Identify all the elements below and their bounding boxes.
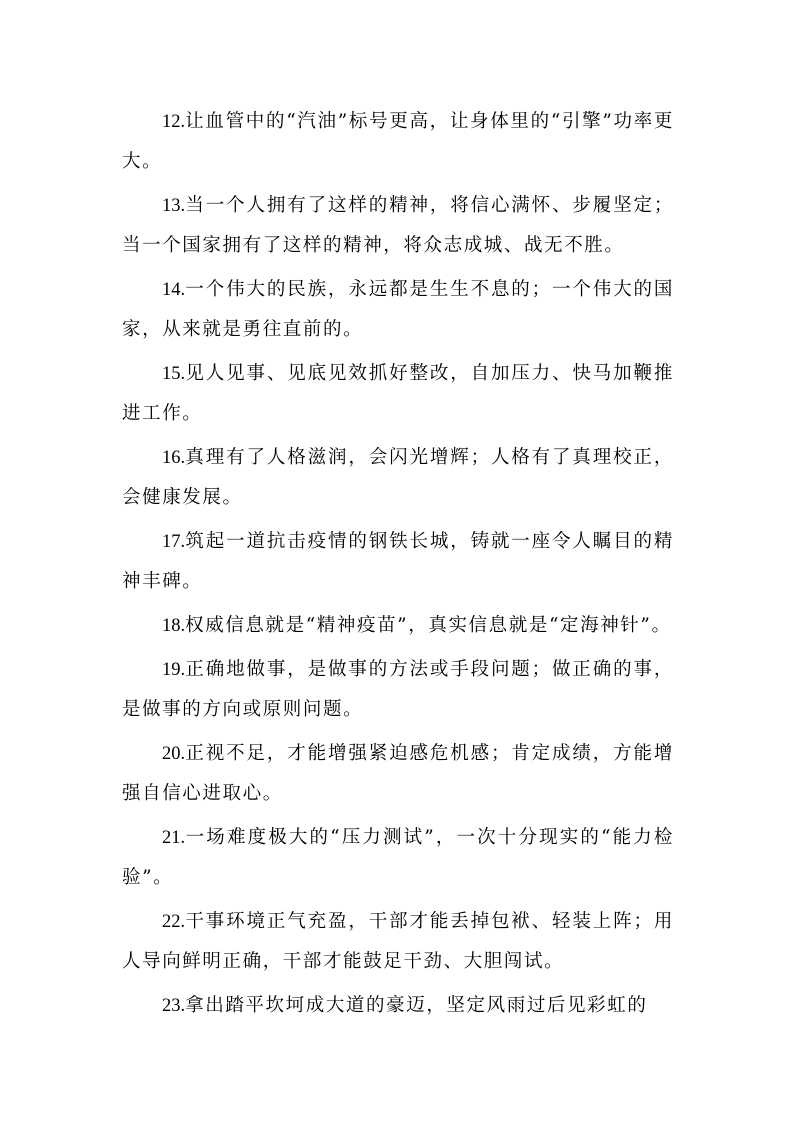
paragraph-text: 真理有了人格滋润，会闪光增辉；人格有了真理校正，会健康发展。 — [122, 447, 674, 508]
paragraph-15 — [122, 354, 674, 434]
paragraph-13 — [122, 186, 674, 266]
paragraph-number: 12. — [162, 112, 186, 132]
paragraph-text: 筑起一道抗击疫情的钢铁长城，铸就一座令人瞩目的精神丰碑。 — [122, 531, 674, 592]
paragraph-text: 正视不足，才能增强紧迫感危机感；肯定成绩，方能增强自信心进取心。 — [122, 743, 674, 804]
paragraph-number: 14. — [162, 280, 186, 300]
paragraph-text: 干事环境正气充盈，干部才能丢掉包袱、轻装上阵；用人导向鲜明正确，干部才能鼓足干劲、大胆闯试。 — [122, 911, 674, 972]
paragraph-text: 正确地做事，是做事的方法或手段问题；做正确的事，是做事的方向或原则问题。 — [122, 659, 674, 720]
paragraph-17 — [122, 522, 674, 602]
paragraph-number: 22. — [162, 912, 186, 932]
paragraph-text: 当一个人拥有了这样的精神，将信心满怀、步履坚定；当一个国家拥有了这样的精神，将众志成城、战无不胜。 — [122, 195, 674, 256]
paragraph-number: 23. — [162, 996, 186, 1016]
paragraph-12 — [122, 102, 674, 182]
paragraph-number: 20. — [162, 744, 186, 764]
paragraph-text: 让血管中的“汽油”标号更高，让身体里的“引擎”功率更大。 — [122, 111, 674, 172]
paragraph-text: 拿出踏平坎坷成大道的豪迈，坚定风雨过后见彩虹的 — [185, 995, 648, 1016]
paragraph-20 — [122, 734, 674, 814]
paragraph-number: 17. — [162, 532, 186, 552]
paragraph-21 — [122, 818, 674, 898]
paragraph-22 — [122, 902, 674, 982]
paragraph-16 — [122, 438, 674, 518]
paragraph-text: 权威信息就是“精神疫苗”，真实信息就是“定海神针”。 — [185, 615, 672, 636]
paragraph-text: 一个伟大的民族，永远都是生生不息的；一个伟大的国家，从来就是勇往直前的。 — [122, 279, 674, 340]
paragraph-number: 19. — [162, 660, 186, 680]
paragraph-number: 13. — [162, 196, 186, 216]
paragraph-text: 一场难度极大的“压力测试”，一次十分现实的“能力检验”。 — [122, 827, 674, 888]
paragraph-14 — [122, 270, 674, 350]
paragraph-number: 21. — [162, 828, 186, 848]
paragraph-number: 18. — [162, 616, 186, 636]
paragraph-19 — [122, 650, 674, 730]
document-body — [122, 102, 674, 1030]
paragraph-23 — [122, 986, 674, 1026]
paragraph-number: 16. — [162, 448, 186, 468]
paragraph-number: 15. — [162, 364, 186, 384]
paragraph-18 — [122, 606, 674, 646]
paragraph-text: 见人见事、见底见效抓好整改，自加压力、快马加鞭推进工作。 — [122, 363, 674, 424]
